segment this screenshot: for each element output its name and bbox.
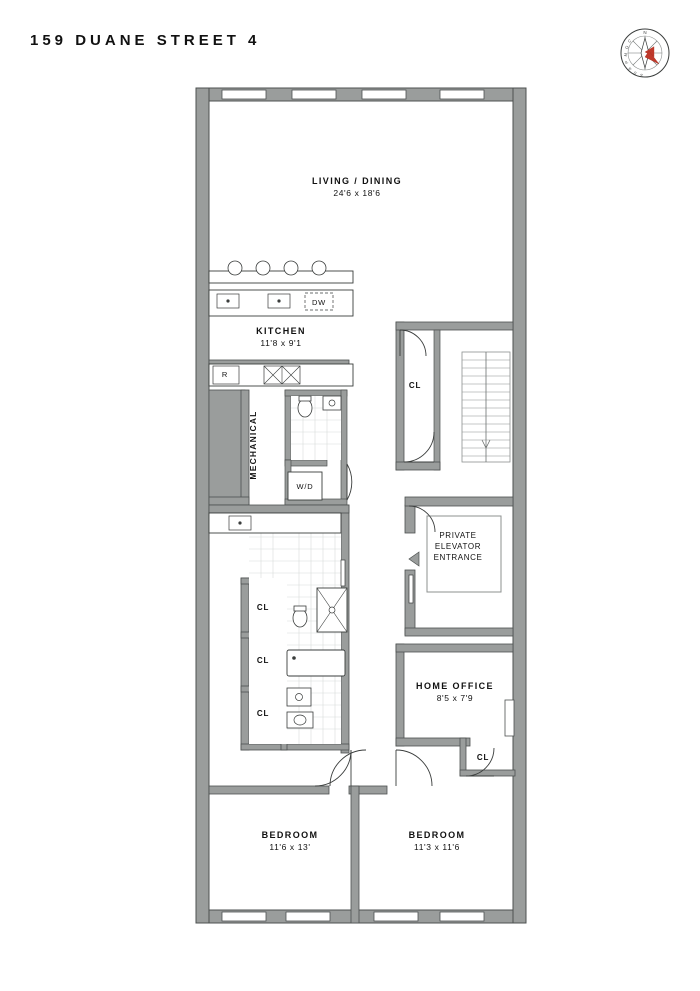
label-closet-hall-2: CL xyxy=(256,656,270,665)
room-label-home-office: HOME OFFICE 8'5 x 7'9 xyxy=(416,681,494,703)
label-dishwasher: DW xyxy=(311,298,327,307)
svg-text:O: O xyxy=(623,44,630,50)
label-private-elevator-entrance: PRIVATE ELEVATOR ENTRANCE xyxy=(433,531,483,562)
label-closet-hall-3: CL xyxy=(256,709,270,718)
kitchen-fixtures xyxy=(209,261,353,386)
room-label-kitchen: KITCHEN 11'8 x 9'1 xyxy=(256,326,306,348)
svg-text:N: N xyxy=(643,30,647,35)
label-mechanical: MECHANICAL xyxy=(248,410,258,480)
room-label-living-dining: LIVING / DINING 24'6 x 18'6 xyxy=(311,176,403,198)
label-refrigerator: R xyxy=(221,370,229,379)
label-closet-entry: CL xyxy=(408,381,422,390)
bathroom-lower-fixtures xyxy=(209,513,347,744)
svg-text:C: C xyxy=(626,38,633,44)
svg-text:M: M xyxy=(622,52,629,57)
svg-text:A: A xyxy=(626,66,633,72)
label-closet-hall-1: CL xyxy=(256,603,270,612)
page-title: 159 DUANE STREET 4 xyxy=(30,32,261,49)
room-label-bedroom-1: BEDROOM 11'6 x 13' xyxy=(261,830,319,852)
stairs xyxy=(462,352,510,462)
label-closet-office: CL xyxy=(476,753,490,762)
svg-text:P: P xyxy=(623,60,630,65)
label-washer-dryer: W/D xyxy=(296,482,314,491)
svg-text:S: S xyxy=(632,70,638,76)
elevator-direction-arrow xyxy=(409,552,419,566)
room-label-bedroom-2: BEDROOM 11'3 x 11'6 xyxy=(408,830,466,852)
svg-text:S: S xyxy=(639,72,644,79)
